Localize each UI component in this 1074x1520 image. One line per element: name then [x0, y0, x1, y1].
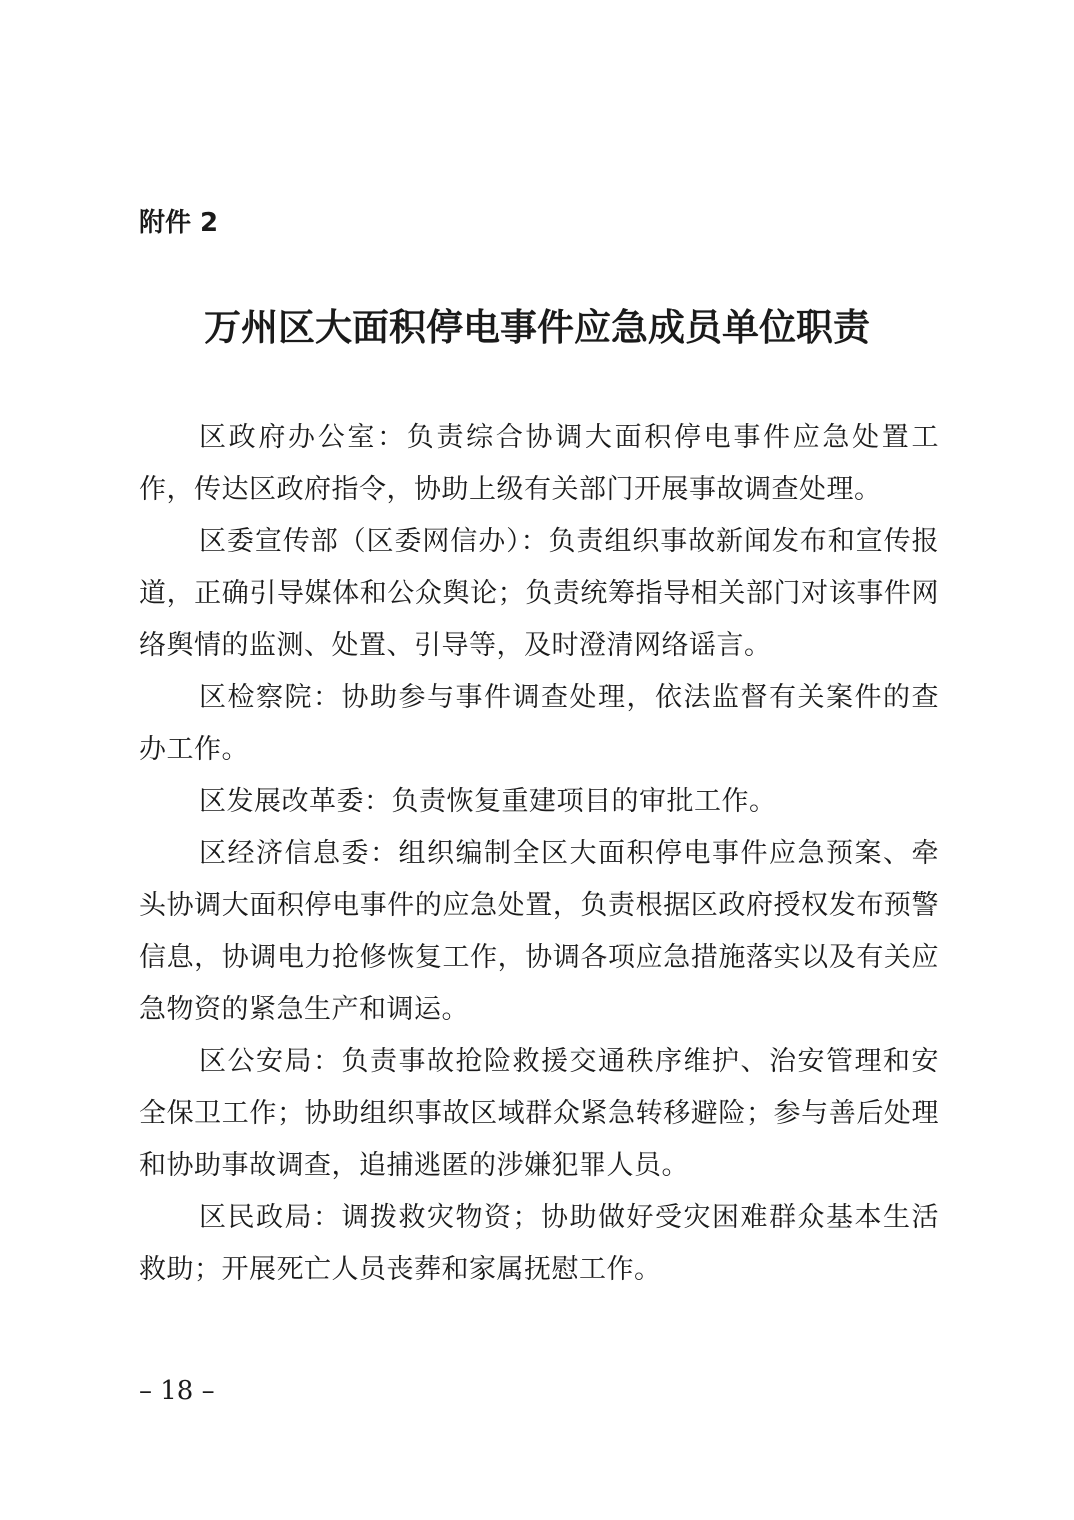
paragraph-procuratorate: 区检察院：协助参与事件调查处理，依法监督有关案件的查办工作。	[139, 682, 939, 765]
paragraph-economy-information-commission: 区经济信息委：组织编制全区大面积停电事件应急预案、牵头协调大面积停电事件的应急处置，负责根据区政府授权发布预警信息，协调电力抢修恢复工作，协调各项应急措施落实以及有关应急物资的紧急生产和调运。	[139, 838, 939, 1025]
paragraph-propaganda-department: 区委宣传部（区委网信办）：负责组织事故新闻发布和宣传报道，正确引导媒体和公众舆论；负责统筹指导相关部门对该事件网络舆情的监测、处置、引导等，及时澄清网络谣言。	[139, 526, 939, 661]
paragraph-public-security-bureau: 区公安局：负责事故抢险救援交通秩序维护、治安管理和安全保卫工作；协助组织事故区域群众紧急转移避险；参与善后处理和协助事故调查，追捕逃匿的涉嫌犯罪人员。	[139, 1046, 939, 1181]
paragraph-development-reform-commission: 区发展改革委：负责恢复重建项目的审批工作。	[199, 786, 777, 817]
paragraph-district-government-office: 区政府办公室：负责综合协调大面积停电事件应急处置工作，传达区政府指令，协助上级有关部门开展事故调查处理。	[139, 422, 939, 505]
page-number: – 18 –	[139, 1376, 215, 1406]
paragraph-civil-affairs-bureau: 区民政局：调拨救灾物资；协助做好受灾困难群众基本生活救助；开展死亡人员丧葬和家属抚慰工作。	[139, 1202, 939, 1285]
document-body	[139, 412, 939, 1296]
page-title: 万州区大面积停电事件应急成员单位职责	[204, 305, 870, 349]
attachment-label: 附件 2	[139, 208, 219, 238]
